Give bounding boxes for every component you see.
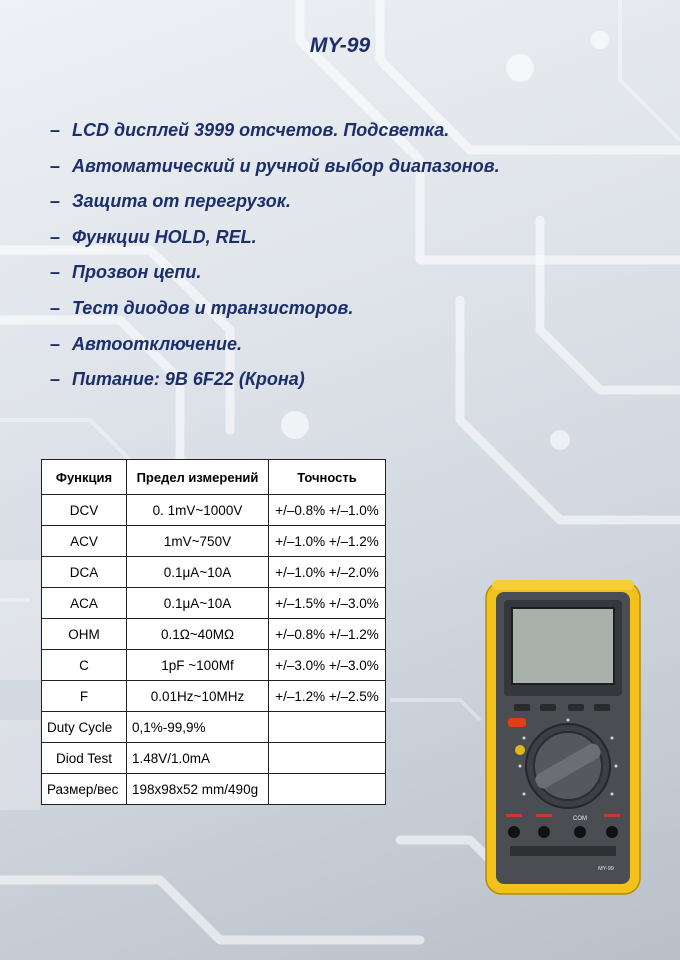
cell-accuracy: +/–3.0% +/–3.0% — [269, 650, 386, 681]
cell-accuracy: +/–1.5% +/–3.0% — [269, 588, 386, 619]
cell-function: OHM — [42, 619, 127, 650]
table-row — [42, 681, 386, 712]
cell-accuracy: +/–1.2% +/–2.5% — [269, 681, 386, 712]
cell-accuracy: +/–0.8% +/–1.2% — [269, 619, 386, 650]
cell-range: 0.1μA~10A — [127, 588, 269, 619]
device-model-label: MY-99 — [598, 866, 614, 872]
feature-item: – Прозвон цепи. — [50, 262, 202, 283]
feature-item: – Питание: 9В 6F22 (Крона) — [50, 369, 305, 390]
cell-function: Размер/вес — [42, 774, 127, 805]
cell-accuracy: +/–1.0% +/–1.2% — [269, 526, 386, 557]
cell-range: 1.48V/1.0mA — [127, 743, 269, 774]
cell-function: Diod Test — [42, 743, 127, 774]
feature-item: – LCD дисплей 3999 отсчетов. Подсветка. — [50, 120, 450, 140]
cell-range: 0. 1mV~1000V — [127, 495, 269, 526]
com-jack-label: COM — [573, 816, 587, 822]
multimeter-image — [484, 578, 642, 896]
cell-function: F — [42, 681, 127, 712]
table-row — [42, 588, 386, 619]
table-header-row — [42, 460, 386, 495]
cell-range: 1pF ~100Mf — [127, 650, 269, 681]
cell-range: 0.01Hz~10MHz — [127, 681, 269, 712]
table-row — [42, 557, 386, 588]
page-title: MY-99 — [309, 34, 371, 57]
cell-accuracy: +/–1.0% +/–2.0% — [269, 557, 386, 588]
header-range: Предел измерений — [127, 460, 269, 495]
feature-list — [50, 118, 500, 403]
feature-item: – Защита от перегрузок. — [50, 191, 291, 212]
cell-range: 0.1μA~10A — [127, 557, 269, 588]
cell-range: 0.1Ω~40MΩ — [127, 619, 269, 650]
table-row — [42, 650, 386, 681]
table-row — [42, 495, 386, 526]
table-row — [42, 774, 386, 805]
cell-accuracy — [269, 774, 386, 805]
header-function: Функция — [42, 460, 127, 495]
specs-table — [41, 459, 386, 805]
feature-item: – Функции HOLD, REL. — [50, 226, 257, 247]
cell-range: 0,1%-99,9% — [127, 712, 269, 743]
cell-accuracy — [269, 743, 386, 774]
cell-function: C — [42, 650, 127, 681]
cell-accuracy — [269, 712, 386, 743]
table-row — [42, 712, 386, 743]
feature-item: – Тест диодов и транзисторов. — [50, 297, 354, 318]
header-accuracy: Точность — [269, 460, 386, 495]
cell-accuracy: +/–0.8% +/–1.0% — [269, 495, 386, 526]
cell-range: 1mV~750V — [127, 526, 269, 557]
table-row — [42, 619, 386, 650]
cell-range: 198x98x52 mm/490g — [127, 774, 269, 805]
cell-function: Duty Cycle — [42, 712, 127, 743]
feature-item: – Автоотключение. — [50, 333, 242, 354]
table-row — [42, 526, 386, 557]
cell-function: DCV — [42, 495, 127, 526]
feature-item: – Автоматический и ручной выбор диапазонов. — [50, 155, 500, 176]
cell-function: ACA — [42, 588, 127, 619]
cell-function: DCA — [42, 557, 127, 588]
table-row — [42, 743, 386, 774]
cell-function: ACV — [42, 526, 127, 557]
